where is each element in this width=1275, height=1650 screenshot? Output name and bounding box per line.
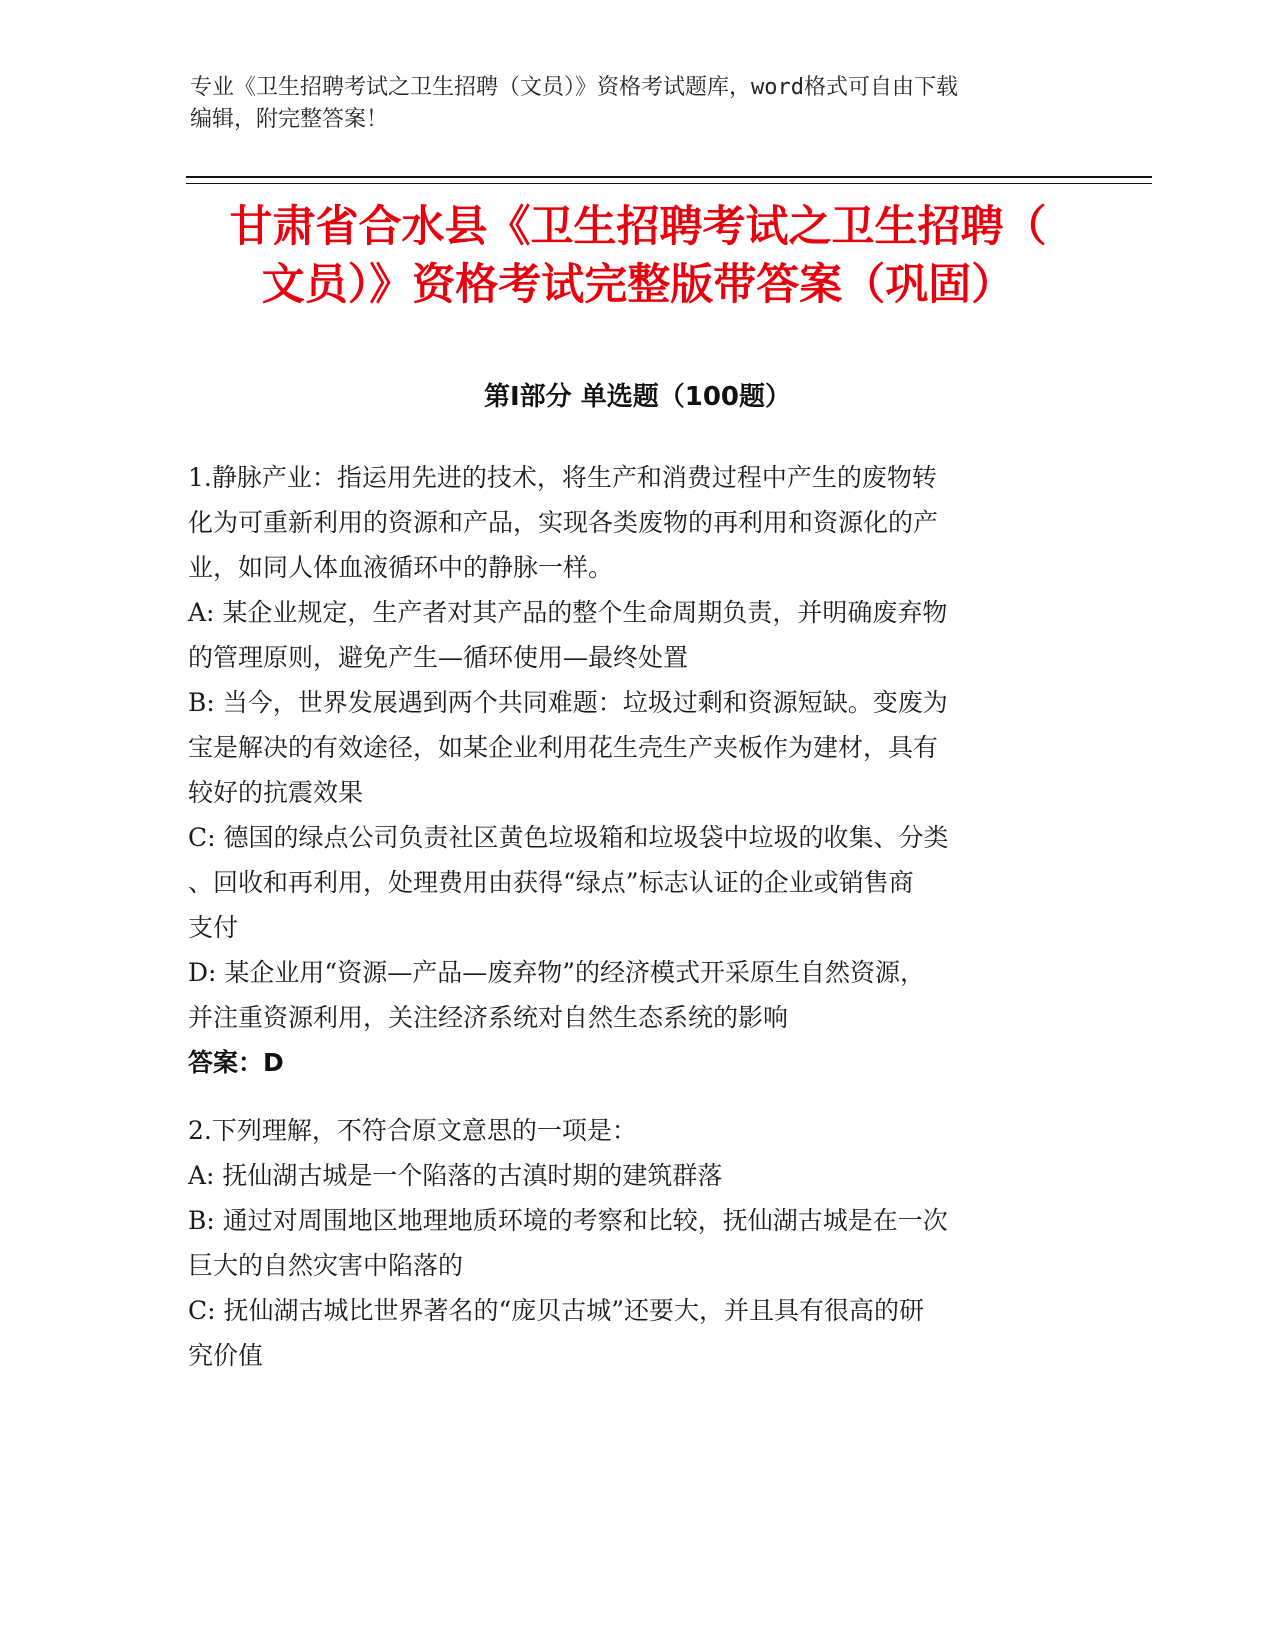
question-1 [188, 455, 1088, 1085]
question-1-option-d-line-2: 并注重资源利用，关注经济系统对自然生态系统的影响 [188, 1003, 789, 1032]
question-1-stem-line-2: 化为可重新利用的资源和产品，实现各类废物的再利用和资源化的产 [188, 508, 939, 537]
question-1-option-b-line-3: 较好的抗震效果 [188, 778, 364, 807]
question-1-stem-line-3: 业，如同人体血液循环中的静脉一样。 [188, 553, 614, 582]
question-2-option-b-line-1: B: 通过对周围地区地理地质环境的考察和比较，抚仙湖古城是在一次 [188, 1206, 948, 1235]
question-1-stem-line-1: 1.静脉产业：指运用先进的技术，将生产和消费过程中产生的废物转 [188, 463, 937, 492]
header-note-line-2: 编辑，附完整答案！ [190, 107, 389, 132]
header-divider-thick [186, 176, 1152, 178]
document-title [150, 198, 1126, 314]
question-1-option-c-line-3: 支付 [188, 913, 239, 942]
document-title-line-2: 文员）》资格考试完整版带答案（巩固） [261, 260, 1015, 310]
question-1-option-c-line-1: C: 德国的绿点公司负责社区黄色垃圾箱和垃圾袋中垃圾的收集、分类 [188, 823, 949, 852]
question-1-option-a-line-1: A: 某企业规定，生产者对其产品的整个生命周期负责，并明确废弃物 [188, 598, 948, 627]
document-title-line-1: 甘肃省合水县《卫生招聘考试之卫生招聘（ [229, 202, 1047, 252]
header-note-line-1: 专业《卫生招聘考试之卫生招聘（文员）》资格考试题库，word格式可自由下载 [190, 75, 958, 100]
question-1-answer: 答案：D [188, 1048, 284, 1077]
section-heading: 第Ⅰ部分 单选题（100题） [484, 382, 791, 412]
question-1-option-b-line-2: 宝是解决的有效途径，如某企业利用花生壳生产夹板作为建材，具有 [188, 733, 939, 762]
question-2-stem-line-1: 2.下列理解，不符合原文意思的一项是： [188, 1116, 637, 1145]
question-2-option-c-line-2: 究价值 [188, 1341, 264, 1370]
question-2 [188, 1108, 1088, 1378]
question-2-option-c-line-1: C: 抚仙湖古城比世界著名的“庞贝古城”还要大，并且具有很高的研 [188, 1296, 925, 1325]
header-divider-thin [186, 183, 1152, 184]
question-1-option-b-line-1: B: 当今，世界发展遇到两个共同难题：垃圾过剩和资源短缺。变废为 [188, 688, 948, 717]
question-1-option-d-line-1: D: 某企业用“资源—产品—废弃物”的经济模式开采原生自然资源， [188, 958, 925, 987]
question-1-option-a-line-2: 的管理原则，避免产生—循环使用—最终处置 [188, 643, 689, 672]
question-2-option-b-line-2: 巨大的自然灾害中陷落的 [188, 1251, 464, 1280]
question-2-option-a-line-1: A: 抚仙湖古城是一个陷落的古滇时期的建筑群落 [188, 1161, 723, 1190]
question-1-option-c-line-2: 、回收和再利用，处理费用由获得“绿点”标志认证的企业或销售商 [188, 868, 914, 897]
header-note [190, 72, 1070, 136]
